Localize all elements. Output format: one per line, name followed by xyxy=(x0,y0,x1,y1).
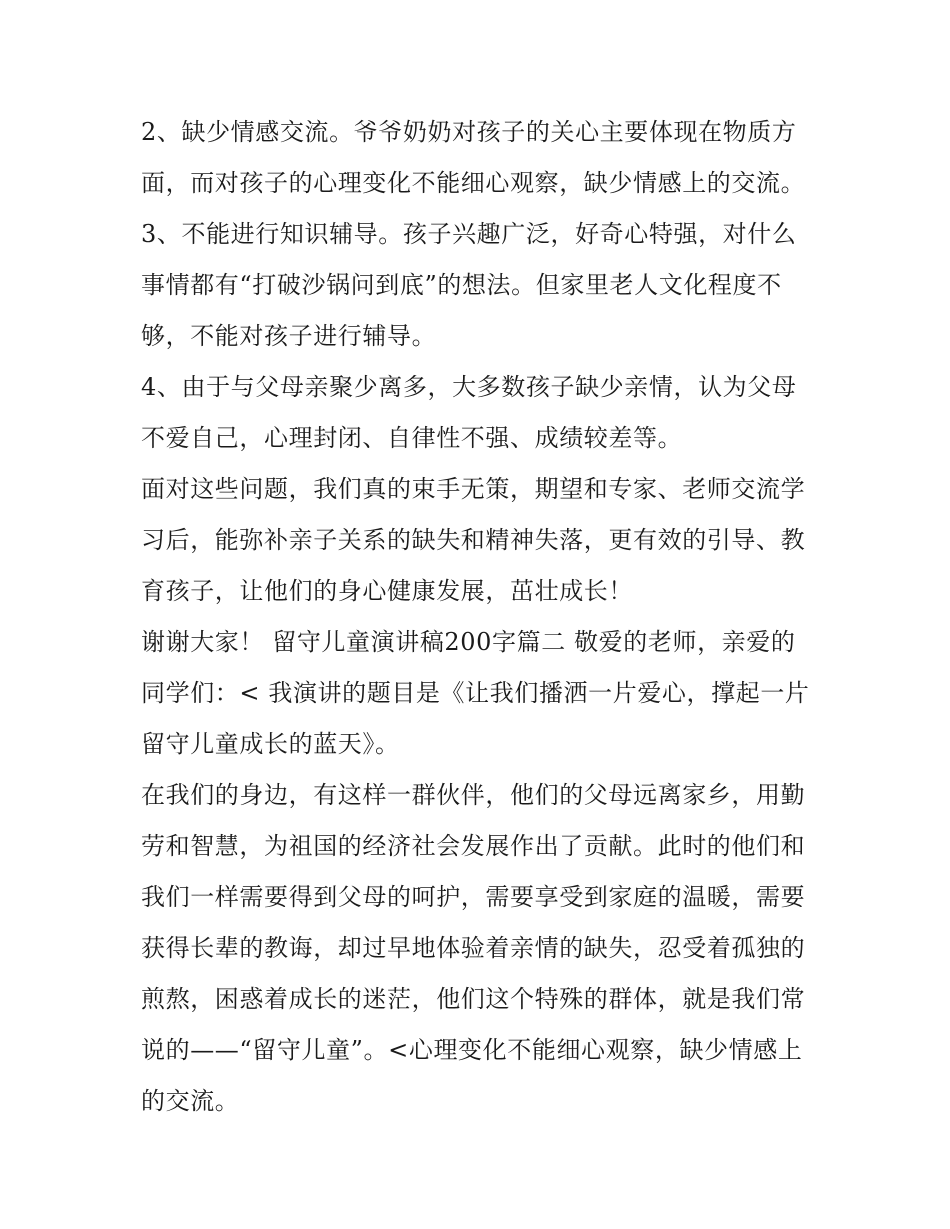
document-body xyxy=(141,107,821,1127)
text-line: 够，不能对孩子进行辅导。 xyxy=(141,322,437,350)
text-line: 4、由于与父母亲聚少离多，大多数孩子缺少亲情，认为父母 xyxy=(141,373,797,401)
text-line: 面，而对孩子的心理变化不能细心观察，缺少情感上的交流。 xyxy=(141,169,806,197)
text-line: 2、缺少情感交流。爷爷奶奶对孩子的关心主要体现在物质方 xyxy=(141,118,797,146)
text-line: 谢谢大家！ 留守儿童演讲稿200字篇二 敬爱的老师，亲爱的 xyxy=(141,628,796,656)
text-line: 不爱自己，心理封闭、自律性不强、成绩较差等。 xyxy=(141,424,683,452)
text-line: 同学们：< 我演讲的题目是《让我们播洒一片爱心，撑起一片 xyxy=(141,679,810,707)
text-line: 留守儿童成长的蓝天》。 xyxy=(141,730,400,758)
text-line: 煎熬，困惑着成长的迷茫，他们这个特殊的群体，就是我们常 xyxy=(141,985,806,1013)
text-line: 面对这些问题，我们真的束手无策，期望和专家、老师交流学 xyxy=(141,475,806,503)
text-line: 劳和智慧，为祖国的经济社会发展作出了贡献。此时的他们和 xyxy=(141,832,806,860)
text-line: 事情都有“打破沙锅问到底”的想法。但家里老人文化程度不 xyxy=(141,271,782,299)
text-line: 在我们的身边，有这样一群伙伴，他们的父母远离家乡，用勤 xyxy=(141,781,806,809)
text-line: 育孩子，让他们的身心健康发展，茁壮成长！ xyxy=(141,577,633,605)
text-line: 获得长辈的教诲，却过早地体验着亲情的缺失，忍受着孤独的 xyxy=(141,934,806,962)
text-line: 3、不能进行知识辅导。孩子兴趣广泛，好奇心特强，对什么 xyxy=(141,220,797,248)
text-line: 的交流。 xyxy=(141,1087,240,1115)
text-line: 我们一样需要得到父母的呵护，需要享受到家庭的温暖，需要 xyxy=(141,883,806,911)
text-line: 说的——“留守儿童”。<心理变化不能细心观察，缺少情感上 xyxy=(141,1036,803,1064)
text-line: 习后，能弥补亲子关系的缺失和精神失落，更有效的引导、教 xyxy=(141,526,806,554)
